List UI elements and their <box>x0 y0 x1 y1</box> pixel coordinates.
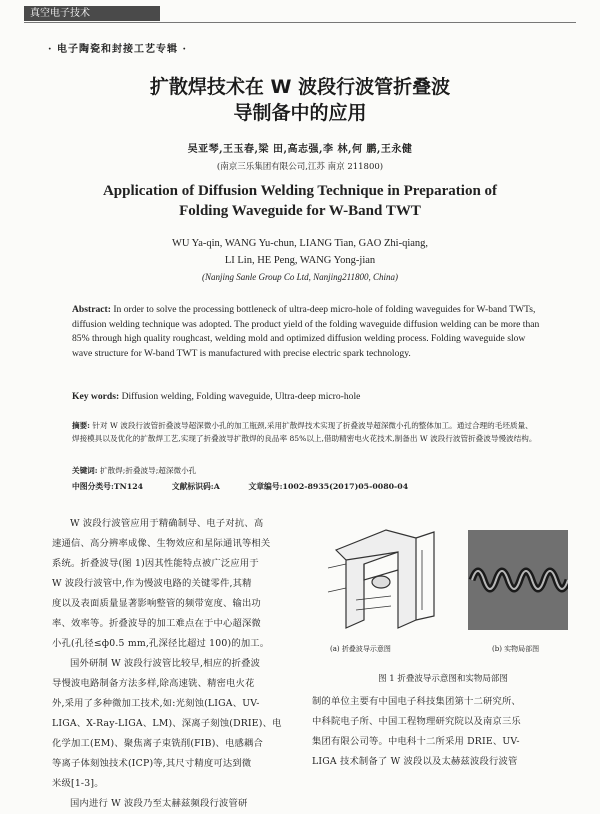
body-line: 导慢波电路制备方法多样,除高速铣、精密电火花 <box>52 678 255 689</box>
code-value: A <box>213 482 220 491</box>
figure-sub-b: (b) 实物局部图 <box>492 645 540 653</box>
body-line: W 波段行波管中,作为慢波电路的关键零件,其精 <box>52 578 252 589</box>
keywords-cn-text: 扩散焊;折叠波导;超深微小孔 <box>100 466 197 475</box>
body-line: 中科院电子所、中国工程物理研究院以及南京三乐 <box>312 716 521 727</box>
keywords-en-text: Diffusion welding, Folding waveguide, Ultra-deep micro-hole <box>121 391 361 402</box>
clc-value: TN124 <box>113 482 144 491</box>
keywords-en <box>72 390 540 405</box>
abstract-cn <box>72 419 540 445</box>
body-line: 制的单位主要有中国电子科技集团第十二研究所、 <box>312 696 521 707</box>
authors-en-line2: LI Lin, HE Peng, WANG Yong-jian <box>224 255 376 266</box>
body-line: 小孔(孔径≤ф0.5 mm,孔深径比超过 100)的加工。 <box>52 638 270 649</box>
body-line: 率、效率等。折叠波导的加工难点在于中心超深微 <box>52 618 261 629</box>
body-line: 外,采用了多种微加工技术,如:光刻蚀(LIGA、UV- <box>52 698 260 709</box>
body-line: 速通信、高分辨率成像、生物效应和星际通讯等相关 <box>52 538 271 549</box>
article-value: 1002-8935(2017)05-0080-04 <box>282 482 409 491</box>
folded-waveguide-diagram <box>316 520 466 640</box>
title-en-line1: Application of Diffusion Welding Technique in Preparation of <box>102 183 498 199</box>
authors-en-line1: WU Ya-qin, WANG Yu-chun, LIANG Tian, GAO Zhi-qiang, <box>171 238 429 249</box>
article-label: 文章编号: <box>248 482 283 491</box>
code-label: 文献标识码: <box>171 482 214 491</box>
abstract-cn-label: 摘要: <box>72 421 90 430</box>
affiliation-cn: (南京三乐集团有限公司,江苏 南京 211800) <box>216 162 384 172</box>
body-line: LIGA 技术制备了 W 波段以及太赫兹波段行波管 <box>312 756 518 767</box>
body-right-column <box>312 692 574 772</box>
body-line: 国外研制 W 波段行波管比较早,相应的折叠波 <box>70 658 261 669</box>
figure-caption: 图 1 折叠波导示意图和实物局部图 <box>378 674 508 684</box>
body-line: 化学加工(EM)、聚焦离子束铣削(FIB)、电感耦合 <box>52 738 264 749</box>
keywords-cn <box>72 464 540 477</box>
affiliation-en: (Nanjing Sanle Group Co Ltd, Nanjing211800, China) <box>201 272 398 282</box>
column-label: · 电子陶瓷和封接工艺专辑 · <box>48 44 187 55</box>
header-rule <box>24 22 576 23</box>
body-line: 等离子体刻蚀技术(ICP)等,其尺寸精度可达到微 <box>52 758 252 769</box>
authors-cn: 吴亚琴,王玉春,梁 田,高志强,李 林,何 鹏,王永健 <box>187 144 413 155</box>
abstract-cn-text: 针对 W 波段行波管折叠波导超深微小孔的加工瓶颈,采用扩散焊技术实现了折叠波导超深微小孔的整体加工。通过合理的毛坯质量、焊接模具以及优化的扩散焊工艺,实现了折叠波导扩散焊的良品率 85%以上,借助精密电火花技术,制备出 W 波段行波管折叠波导慢波结构。 <box>72 421 537 443</box>
abstract-en <box>72 303 540 361</box>
waveguide-photo <box>468 530 568 630</box>
title-en-line2: Folding Waveguide for W-Band TWT <box>179 203 421 219</box>
body-left-column <box>52 514 304 814</box>
keywords-cn-label: 关键词: <box>72 466 98 475</box>
keywords-en-label: Key words: <box>72 391 120 402</box>
figure-sub-a: (a) 折叠波导示意图 <box>330 645 391 653</box>
abstract-en-text: In order to solve the processing bottleneck of ultra-deep micro-hole of folding waveguides for W-band TWTs, diffusion welding technique was adopted. The product yield of the folding waveguide diffusion welding can be more than 85% through high quality roughcast, welding mold and optimized diffusion welding process. Folding waveguide slow wave structure for W-band TWT is manufactured with precise electric spark technology. <box>72 304 540 359</box>
body-line: 米级[1-3]。 <box>52 778 104 789</box>
body-line: W 波段行波管应用于精确制导、电子对抗、高 <box>70 518 264 529</box>
title-cn-line1: 扩散焊技术在 W 波段行波管折叠波 <box>149 76 451 98</box>
body-line: LIGA、X-Ray-LIGA、LM)、深离子刻蚀(DRIE)、电 <box>52 718 282 729</box>
body-line: 集团有限公司等。中电科十二所采用 DRIE、UV- <box>312 736 520 747</box>
body-line: 国内进行 W 波段乃至太赫兹频段行波管研 <box>70 798 248 809</box>
journal-tag: 真空电子技术 <box>24 6 160 21</box>
body-line: 系统。折叠波导(图 1)因其性能特点被广泛应用于 <box>52 558 259 569</box>
clc-label: 中图分类号: <box>72 482 114 491</box>
title-cn-line2: 导制备中的应用 <box>233 102 367 124</box>
waveguide-photo-detail <box>468 530 568 630</box>
abstract-en-label: Abstract: <box>72 304 111 315</box>
classification-line <box>72 481 552 492</box>
body-line: 度以及表面质量显著影响整管的频带宽度、输出功 <box>52 598 261 609</box>
